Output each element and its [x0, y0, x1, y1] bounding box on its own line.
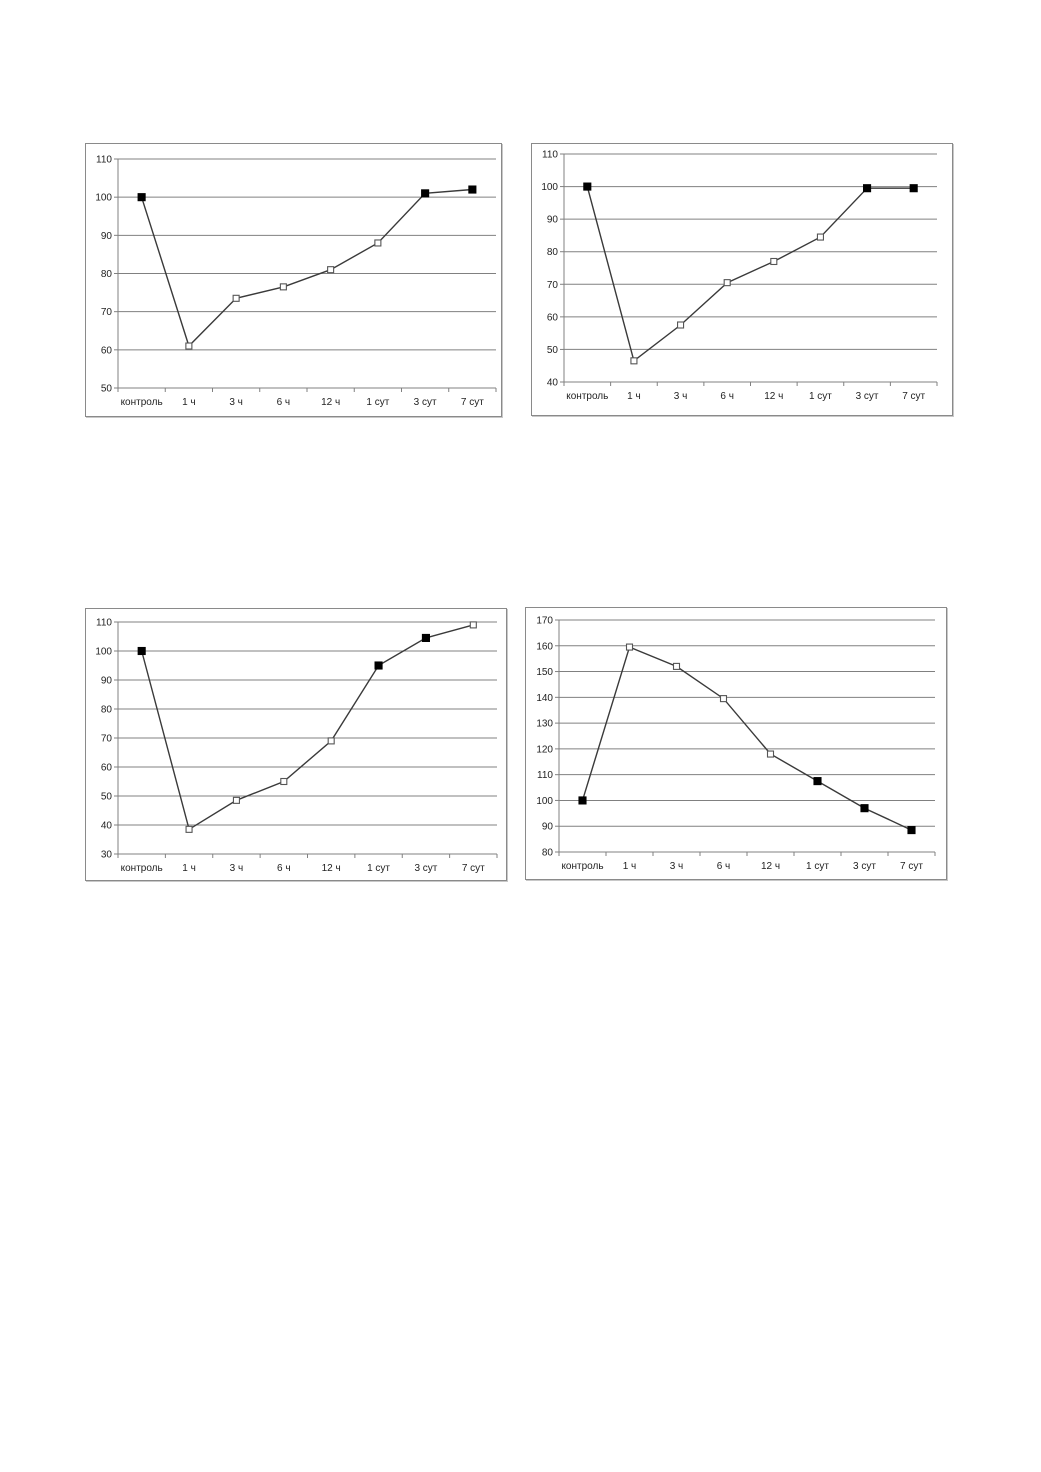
y-tick-label: 100 — [536, 795, 553, 807]
y-tick-label: 80 — [546, 247, 558, 259]
y-tick-label: 50 — [100, 383, 112, 395]
data-point-filled — [422, 190, 429, 197]
y-tick-label: 100 — [95, 646, 112, 658]
series-line — [587, 187, 913, 361]
x-tick-label: 1 сут — [366, 397, 390, 408]
y-tick-label: 110 — [537, 770, 553, 782]
y-tick-label: 170 — [536, 615, 553, 627]
chart-3-svg — [86, 609, 506, 880]
series-line — [142, 625, 474, 829]
y-tick-label: 120 — [536, 744, 553, 756]
data-point-open — [768, 751, 774, 757]
y-tick-label: 40 — [100, 820, 112, 832]
chart-2 — [531, 143, 953, 416]
y-tick-label: 60 — [100, 345, 112, 357]
data-point-open — [678, 322, 684, 328]
data-point-open — [771, 258, 777, 264]
y-tick-label: 40 — [546, 377, 558, 389]
data-point-open — [328, 267, 334, 273]
data-point-filled — [469, 186, 476, 193]
data-point-filled — [579, 797, 586, 804]
data-point-open — [233, 797, 239, 803]
y-tick-label: 90 — [541, 821, 553, 833]
x-tick-label: 6 ч — [277, 863, 291, 874]
y-tick-label: 80 — [541, 847, 553, 859]
x-tick-label: 3 сут — [414, 863, 438, 874]
y-tick-label: 110 — [96, 617, 112, 629]
y-tick-label: 70 — [546, 279, 558, 291]
data-point-filled — [138, 194, 145, 201]
y-tick-label: 30 — [100, 849, 112, 861]
x-tick-label: 6 ч — [276, 397, 291, 408]
data-point-filled — [908, 827, 915, 834]
x-tick-label: 3 ч — [229, 863, 244, 874]
y-tick-label: 80 — [100, 269, 112, 280]
y-tick-label: 60 — [100, 762, 112, 774]
y-tick-label: 140 — [536, 692, 553, 704]
x-tick-label: контроль — [120, 397, 163, 408]
y-tick-label: 90 — [100, 230, 112, 242]
data-point-filled — [584, 183, 591, 190]
y-tick-label: 60 — [546, 312, 558, 324]
x-tick-label: 1 сут — [367, 863, 391, 874]
series-line — [583, 647, 912, 830]
x-tick-label: 1 ч — [182, 863, 196, 874]
chart-2-svg — [532, 144, 952, 415]
x-tick-label: 12 ч — [764, 391, 784, 402]
x-tick-label: 3 сут — [855, 391, 879, 402]
y-tick-label: 110 — [96, 154, 112, 166]
chart-4 — [525, 607, 947, 880]
data-point-filled — [910, 185, 917, 192]
data-point-open — [674, 663, 680, 669]
x-tick-label: 12 ч — [321, 397, 341, 408]
y-tick-label: 100 — [95, 192, 112, 204]
data-point-open — [186, 343, 192, 349]
x-tick-label: 7 сут — [461, 863, 485, 874]
data-point-open — [233, 295, 239, 301]
x-tick-label: 3 сут — [413, 397, 437, 408]
chart-1-svg — [86, 144, 501, 416]
data-point-open — [627, 644, 633, 650]
y-tick-label: 80 — [100, 704, 112, 716]
data-point-open — [281, 779, 287, 785]
y-tick-label: 50 — [100, 791, 112, 803]
y-tick-label: 130 — [536, 718, 553, 730]
chart-1 — [85, 143, 502, 417]
data-point-open — [721, 696, 727, 702]
x-tick-label: 12 ч — [321, 863, 341, 874]
data-point-open — [375, 240, 381, 246]
x-tick-label: контроль — [566, 391, 609, 402]
data-point-open — [724, 280, 730, 286]
data-point-filled — [814, 778, 821, 785]
x-tick-label: 7 сут — [902, 391, 926, 402]
x-tick-label: контроль — [561, 861, 604, 872]
data-point-filled — [422, 634, 429, 641]
data-point-open — [186, 826, 192, 832]
y-tick-label: 100 — [541, 182, 558, 194]
y-tick-label: 160 — [536, 641, 553, 653]
series-line — [142, 190, 473, 347]
x-tick-label: 12 ч — [760, 861, 781, 872]
data-point-open — [631, 358, 637, 364]
x-tick-label: 1 ч — [627, 391, 641, 402]
data-point-open — [817, 234, 823, 240]
data-point-open — [328, 738, 334, 744]
x-tick-label: 3 ч — [669, 861, 684, 872]
x-tick-label: 6 ч — [716, 861, 731, 872]
data-point-filled — [861, 805, 868, 812]
chart-3 — [85, 608, 507, 881]
x-tick-label: 1 ч — [622, 861, 637, 872]
x-tick-label: 7 сут — [460, 397, 484, 408]
y-tick-label: 110 — [542, 149, 558, 161]
data-point-filled — [138, 648, 145, 655]
chart-4-svg — [526, 608, 946, 879]
y-tick-label: 50 — [546, 344, 558, 356]
x-tick-label: 3 сут — [853, 861, 876, 872]
y-tick-label: 90 — [100, 675, 112, 687]
data-point-open — [470, 622, 476, 628]
x-tick-label: 7 сут — [900, 861, 923, 872]
x-tick-label: 3 ч — [229, 397, 243, 408]
data-point-filled — [375, 662, 382, 669]
x-tick-label: контроль — [120, 863, 163, 874]
y-tick-label: 150 — [536, 667, 553, 679]
y-tick-label: 70 — [100, 307, 112, 319]
x-tick-label: 3 ч — [673, 391, 688, 402]
y-tick-label: 70 — [100, 733, 112, 745]
data-point-open — [280, 284, 286, 290]
x-tick-label: 1 сут — [808, 391, 832, 402]
data-point-filled — [864, 185, 871, 192]
y-tick-label: 90 — [546, 214, 558, 226]
x-tick-label: 1 сут — [806, 861, 829, 872]
x-tick-label: 1 ч — [182, 397, 196, 408]
x-tick-label: 6 ч — [720, 391, 734, 402]
